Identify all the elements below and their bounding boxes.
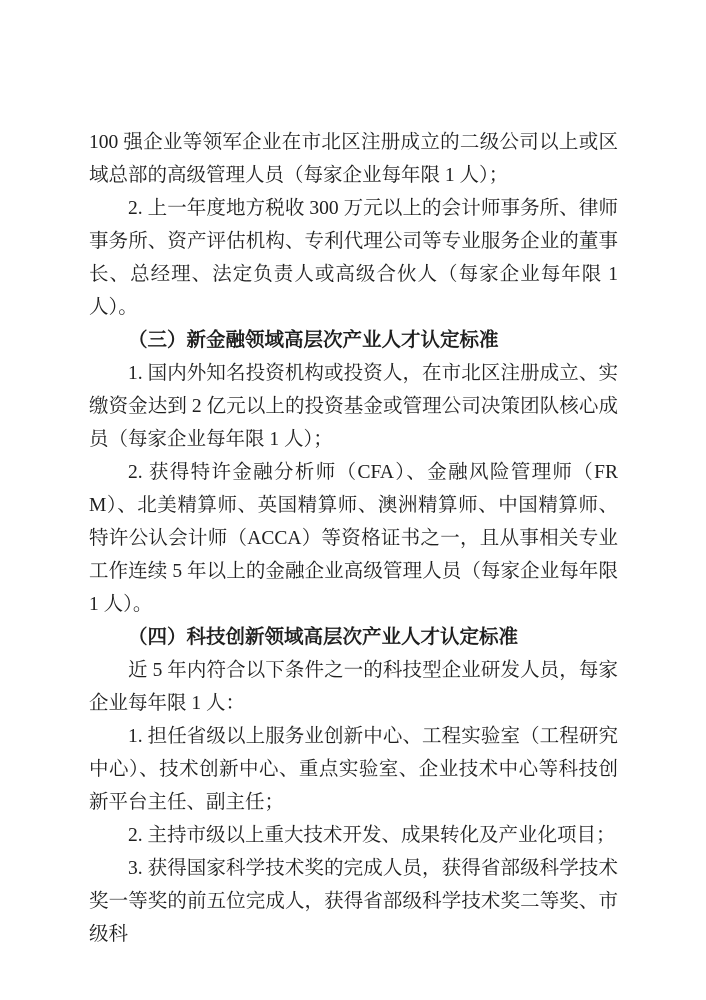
paragraph-item-3-science-awards: 3. 获得国家科学技术奖的完成人员，获得省部级科学技术奖一等奖的前五位完成人，获得省部级科学技术奖二等奖、市级科	[89, 858, 618, 945]
section-heading-4-tech-innovation: （四）科技创新领域高层次产业人才认定标准	[128, 627, 519, 648]
paragraph-item-1-innovation-platform: 1. 担任省级以上服务业创新中心、工程实验室（工程研究中心）、技术创新中心、重点实验室、企业技术中心等科技创新平台主任、副主任；	[89, 726, 618, 813]
paragraph-item-2-certifications: 2. 获得特许金融分析师（CFA）、金融风险管理师（FRM）、北美精算师、英国精算师、澳洲精算师、中国精算师、特许公认会计师（ACCA）等资格证书之一，且从事相关专业工作连续 5 年以上的金融企业高级管理人员（每家企业每年限 1 人）。	[89, 462, 618, 615]
paragraph-tech-intro: 近 5 年内符合以下条件之一的科技型企业研发人员，每家企业每年限 1 人：	[89, 660, 618, 714]
section-heading-3-new-finance: （三）新金融领域高层次产业人才认定标准	[128, 330, 499, 351]
paragraph-item-1-investment: 1. 国内外知名投资机构或投资人，在市北区注册成立、实缴资金达到 2 亿元以上的投资基金或管理公司决策团队核心成员（每家企业每年限 1 人）；	[89, 363, 618, 450]
paragraph-continuation: 100 强企业等领军企业在市北区注册成立的二级公司以上或区域总部的高级管理人员（每家企业每年限 1 人）；	[89, 132, 618, 186]
paragraph-item-2-professional-services: 2. 上一年度地方税收 300 万元以上的会计师事务所、律师事务所、资产评估机构、专利代理公司等专业服务企业的董事长、总经理、法定负责人或高级合伙人（每家企业每年限 1 人）。	[89, 198, 618, 318]
paragraph-item-2-major-projects: 2. 主持市级以上重大技术开发、成果转化及产业化项目；	[128, 825, 616, 846]
